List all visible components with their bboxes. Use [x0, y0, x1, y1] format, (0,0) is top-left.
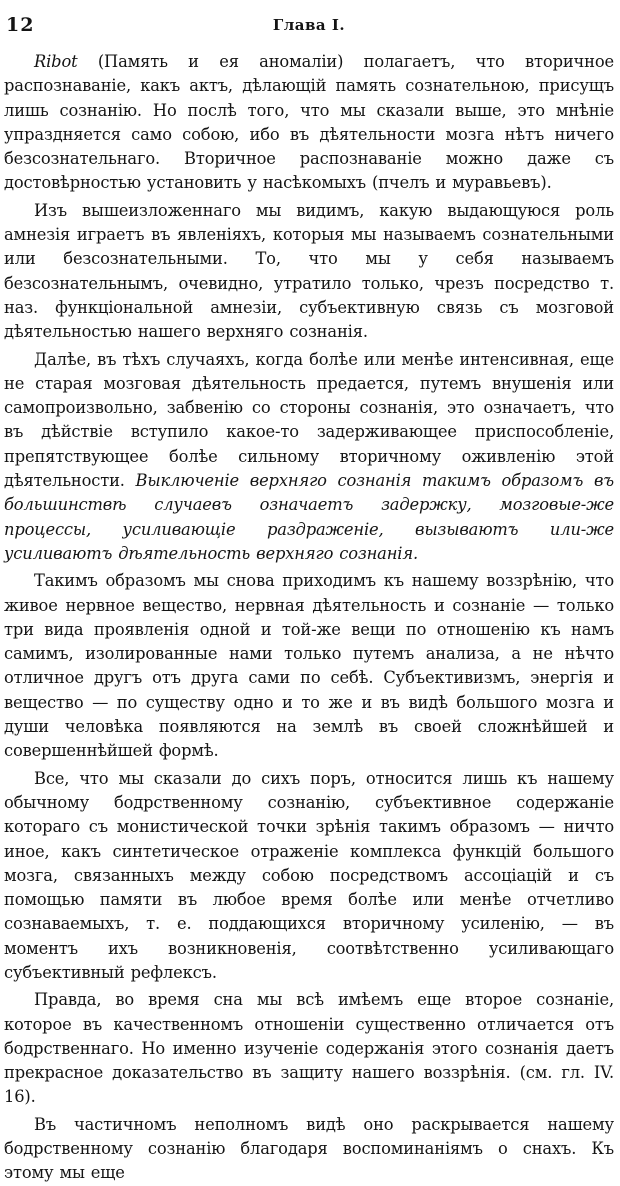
paragraph: [4, 348, 614, 567]
author-name: Ribot: [34, 52, 78, 71]
chapter-title: Глава I.: [272, 16, 346, 34]
text-run: Изъ вышеизложеннаго мы видимъ, какую выдающуюся роль амнезія играетъ въ явленіяхъ, которыя мы называемъ сознательными или безсознательными. То, что мы у себя называемъ безсознательнымъ, очевидно, утратило только, чрезъ посредство т. наз. функціональной амнезіи, субъективную связь съ мозговой дѣятельностью нашего верхняго сознанія.: [4, 200, 614, 342]
paragraph: [4, 50, 614, 196]
text-run: Въ частичномъ неполномъ видѣ оно раскрывается нашему бодрственному сознанію благодаря воспоминаніямъ о снахъ. Къ этому мы еще: [4, 1114, 614, 1183]
body-text: [4, 50, 614, 1186]
paragraph: [4, 1113, 614, 1186]
paragraph: [4, 988, 614, 1109]
text-run: Все, что мы сказали до сихъ поръ, относится лишь къ нашему обычному бодрственному сознанію, субъективное содержаніе котораго съ монистической точки зрѣнія такимъ образомъ — ничто иное, какъ синтетическое отраженіе комплекса функцій большого мозга, связанныхъ между собою посредствомъ ассоціацій и съ помощью памяти въ любое время болѣе или менѣе отчетливо сознаваемыхъ, т. е. поддающихся вторичному усиленію, — въ моментъ ихъ возникновенія, соотвѣтственно усиливающаго субъективный рефлексъ.: [4, 768, 614, 982]
paragraph: [4, 569, 614, 763]
text-run: (Память и ея аномаліи) полагаетъ, что вторичное распознаваніе, какъ актъ, дѣлающій память сознательною, присущъ лишь сознанію. Но послѣ того, что мы сказали выше, это мнѣніе упраздняется само собою, ибо въ дѣятельности мозга нѣтъ ничего безсознательнаго. Вторичное распознаваніе можно даже съ достовѣрностью установить у насѣкомыхъ (пчелъ и муравьевъ).: [4, 52, 614, 193]
text-run: Такимъ образомъ мы снова приходимъ къ нашему воззрѣнію, что живое нервное вещество, нервная дѣятельность и сознаніе — только три вида проявленія одной и той-же вещи по отношенію къ намъ самимъ, изолированные нами только путемъ анализа, а не нѣчто отличное другъ отъ друга сами по себѣ. Субъективизмъ, энергія и вещество — по существу одно и то же и въ видѣ большого мозга и души человѣка появляются на землѣ въ своей сложнѣйшей и совершеннѣйшей формѣ.: [4, 571, 614, 761]
page-header: [4, 12, 614, 44]
italic-emphasis: Выключеніе верхняго сознанія такимъ образомъ въ большинствѣ случаевъ означаетъ задержку, мозговые-же процессы, усиливающіе раздраженіе, вызываютъ или-же усиливаютъ дѣятельность верхняго сознанія.: [4, 471, 614, 563]
page-number: 12: [6, 14, 35, 36]
text-run: Далѣе, въ тѣхъ случаяхъ, когда болѣе или менѣе интенсивная, еще не старая мозговая дѣятельность предается, путемъ внушенія или самопроизвольно, забвенію со стороны сознанія, это означаетъ, что въ дѣйствіе вступило какое-то задерживающее приспособленіе, препятствующее болѣе сильному вторичному оживленію этой дѣятельности.: [4, 349, 614, 491]
text-run: Правда, во время сна мы всѣ имѣемъ еще второе сознаніе, которое въ качественномъ отношеніи существенно отличается отъ бодрственнаго. Но именно изученіе содержанія этого сознанія даетъ прекрасное доказательство въ защиту нашего воззрѣнія. (см. гл. IV. 16).: [4, 990, 614, 1107]
paragraph: [4, 767, 614, 986]
paragraph: [4, 199, 614, 345]
